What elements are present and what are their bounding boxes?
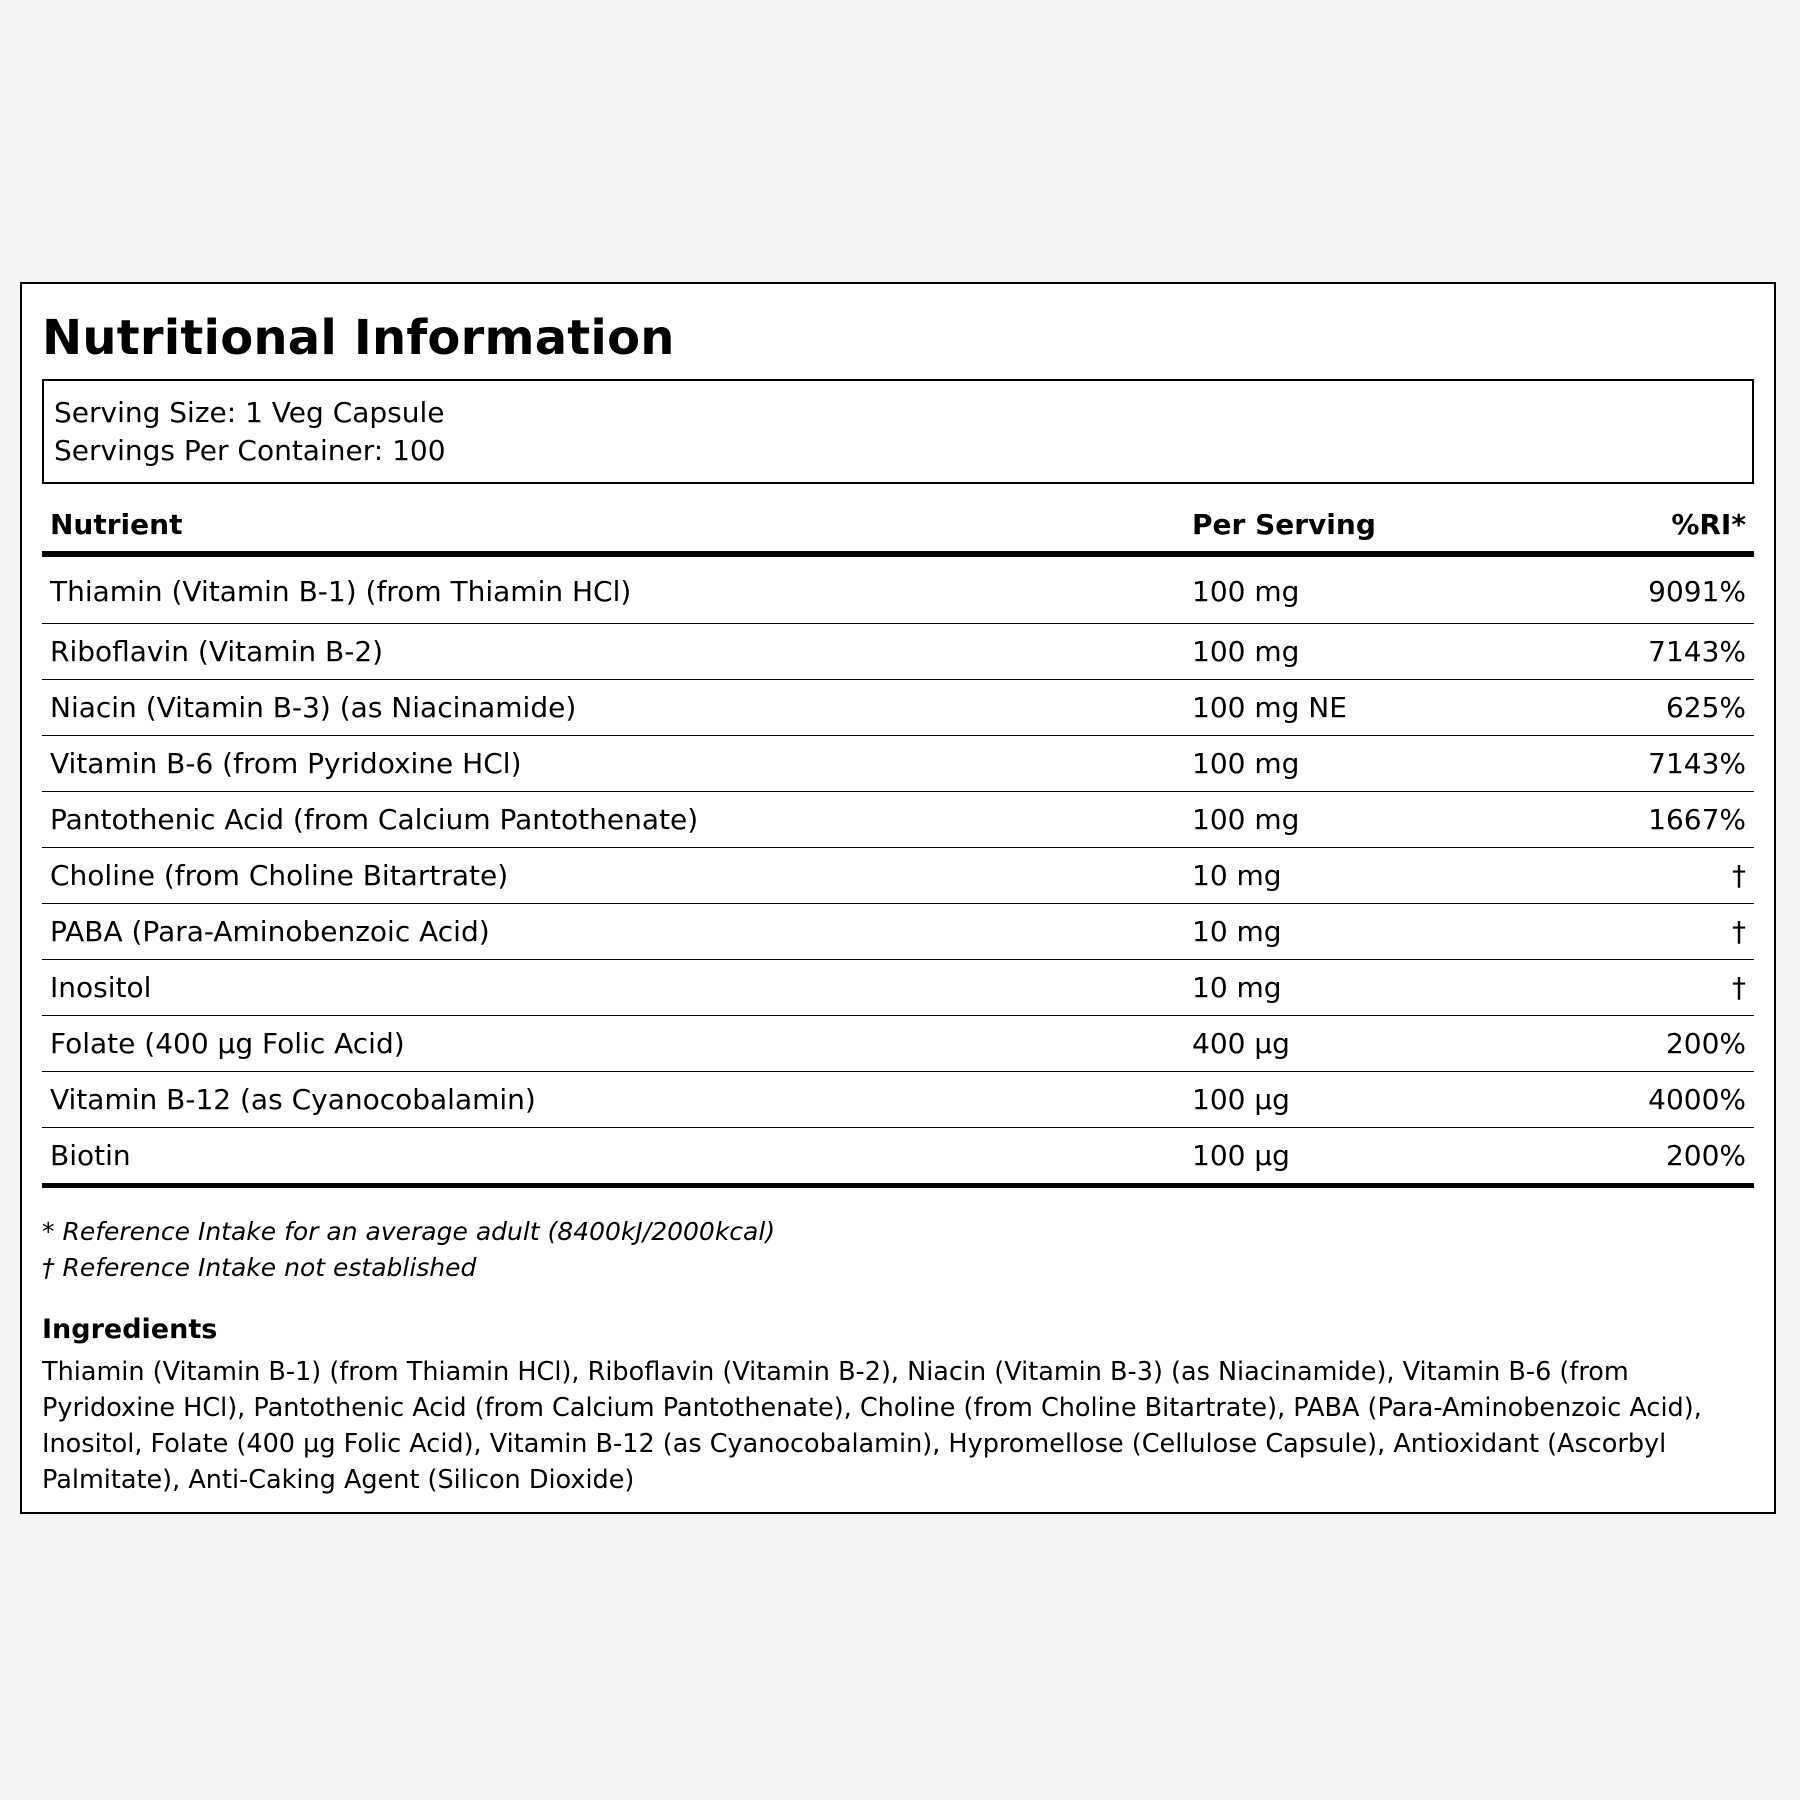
nutrient-name: Biotin xyxy=(42,1127,1184,1185)
nutrient-ri: † xyxy=(1578,959,1754,1015)
nutrient-amount: 100 mg xyxy=(1184,623,1578,679)
nutrient-name: Riboflavin (Vitamin B-2) xyxy=(42,623,1184,679)
nutrient-name: Vitamin B-6 (from Pyridoxine HCl) xyxy=(42,735,1184,791)
nutrient-ri: † xyxy=(1578,903,1754,959)
table-row xyxy=(42,847,1754,903)
header-per-serving: Per Serving xyxy=(1184,508,1578,554)
table-row xyxy=(42,1071,1754,1127)
nutrient-ri: 200% xyxy=(1578,1015,1754,1071)
nutrient-ri: 625% xyxy=(1578,679,1754,735)
header-ri: %RI* xyxy=(1578,508,1754,554)
nutrient-amount: 100 mg xyxy=(1184,735,1578,791)
nutrient-name: Niacin (Vitamin B-3) (as Niacinamide) xyxy=(42,679,1184,735)
nutrient-amount: 100 mg xyxy=(1184,554,1578,624)
nutrient-ri: 1667% xyxy=(1578,791,1754,847)
nutrition-panel xyxy=(20,282,1776,1514)
serving-size: Serving Size: 1 Veg Capsule xyxy=(54,395,445,429)
nutrient-amount: 400 µg xyxy=(1184,1015,1578,1071)
not-established-footnote: † Reference Intake not established xyxy=(42,1252,477,1282)
nutrient-table xyxy=(42,508,1754,1188)
nutrient-amount: 10 mg xyxy=(1184,903,1578,959)
nutrient-amount: 10 mg xyxy=(1184,959,1578,1015)
table-header-row xyxy=(42,508,1754,554)
nutrient-ri: 200% xyxy=(1578,1127,1754,1185)
table-row xyxy=(42,903,1754,959)
servings-per-container: Servings Per Container: 100 xyxy=(54,433,446,467)
ri-footnote: * Reference Intake for an average adult (8400kJ/2000kcal) xyxy=(42,1216,776,1246)
table-row xyxy=(42,791,1754,847)
nutrient-amount: 100 mg xyxy=(1184,791,1578,847)
ingredients-text: Thiamin (Vitamin B-1) (from Thiamin HCl), Riboflavin (Vitamin B-2), Niacin (Vitamin B-3) (as Niacinamide), Vitamin B-6 (from Pyridoxine HCl), Pantothenic Acid (from Calcium Pantothenate), Choline (from Choline Bitartrate), PABA (Para-Aminobenzoic Acid), Inositol, Folate (400 µg Folic Acid), Vitamin B-12 (as Cyanocobalamin), Hypromellose (Cellulose Capsule), Antioxidant (Ascorbyl Palmitate), Anti-Caking Agent (Silicon Dioxide) xyxy=(42,1356,1702,1495)
nutrient-ri: † xyxy=(1578,847,1754,903)
nutrient-name: Vitamin B-12 (as Cyanocobalamin) xyxy=(42,1071,1184,1127)
nutrient-ri: 7143% xyxy=(1578,623,1754,679)
serving-info-box xyxy=(42,379,1754,484)
table-row xyxy=(42,679,1754,735)
nutrient-ri: 7143% xyxy=(1578,735,1754,791)
table-row xyxy=(42,735,1754,791)
ingredients-title: Ingredients xyxy=(42,1313,218,1345)
nutrient-name: Choline (from Choline Bitartrate) xyxy=(42,847,1184,903)
table-row xyxy=(42,554,1754,624)
nutrient-ri: 9091% xyxy=(1578,554,1754,624)
header-nutrient: Nutrient xyxy=(42,508,1184,554)
table-row xyxy=(42,1015,1754,1071)
nutrient-name: Folate (400 µg Folic Acid) xyxy=(42,1015,1184,1071)
footnotes xyxy=(42,1214,1754,1286)
table-row xyxy=(42,959,1754,1015)
nutrient-amount: 100 mg NE xyxy=(1184,679,1578,735)
nutrient-name: Thiamin (Vitamin B-1) (from Thiamin HCl) xyxy=(42,554,1184,624)
nutrient-ri: 4000% xyxy=(1578,1071,1754,1127)
nutrient-name: PABA (Para-Aminobenzoic Acid) xyxy=(42,903,1184,959)
nutrient-amount: 100 µg xyxy=(1184,1071,1578,1127)
nutrient-amount: 100 µg xyxy=(1184,1127,1578,1185)
table-row xyxy=(42,623,1754,679)
page-title: Nutritional Information xyxy=(42,310,675,366)
table-row xyxy=(42,1127,1754,1185)
nutrient-amount: 10 mg xyxy=(1184,847,1578,903)
nutrient-name: Pantothenic Acid (from Calcium Pantothenate) xyxy=(42,791,1184,847)
nutrient-name: Inositol xyxy=(42,959,1184,1015)
